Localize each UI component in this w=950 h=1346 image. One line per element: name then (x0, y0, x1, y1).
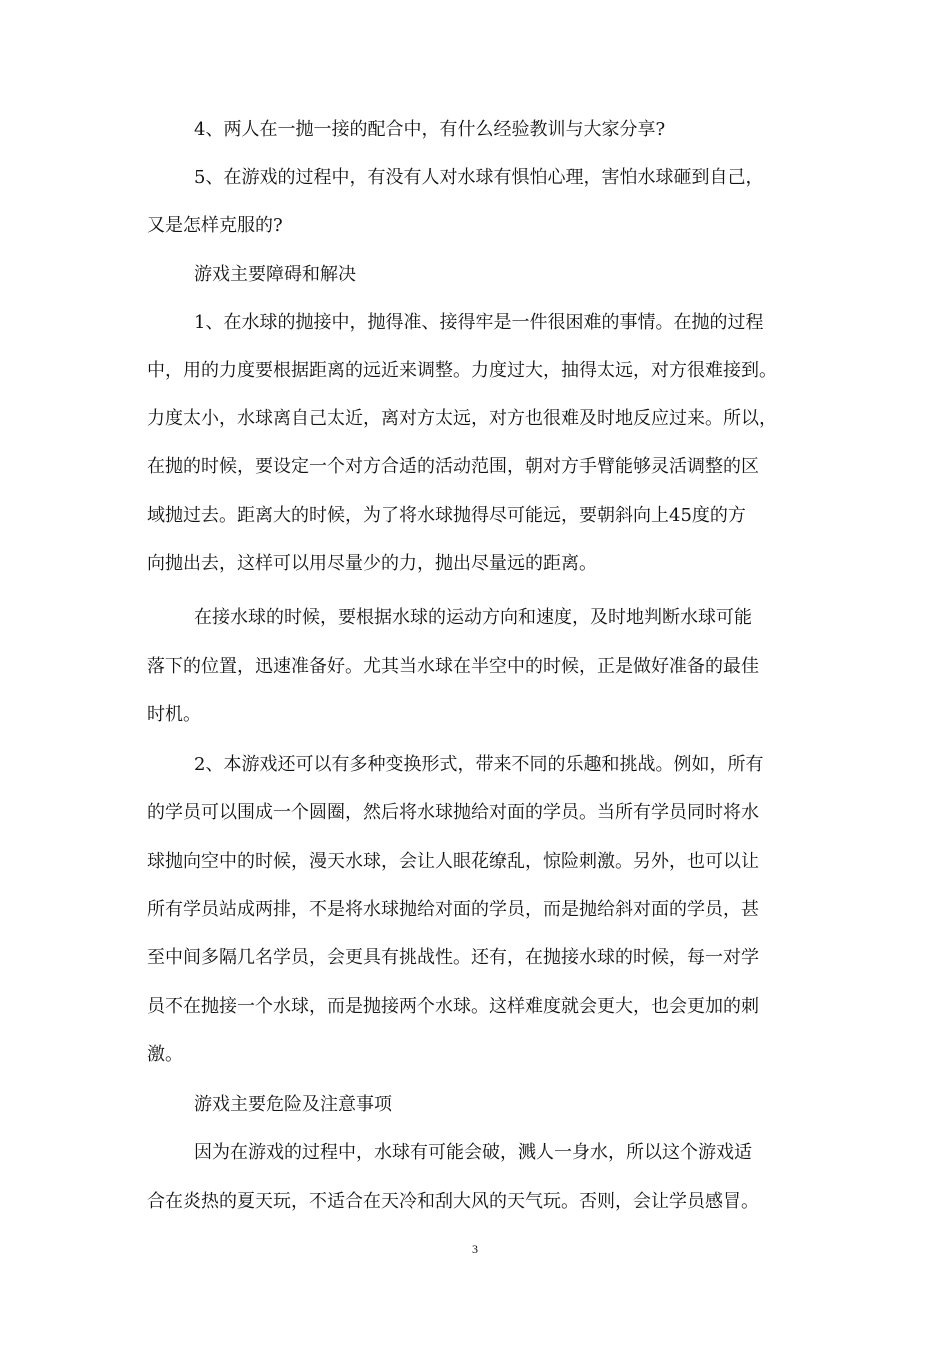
paragraph-line: 落下的位置，迅速准备好。尤其当水球在半空中的时候，正是做好准备的最佳 (147, 656, 759, 677)
paragraph-line: 域抛过去。距离大的时候，为了将水球抛得尽可能远，要朝斜向上45度的方 (147, 505, 746, 526)
paragraph-line: 球抛向空中的时候，漫天水球，会让人眼花缭乱，惊险刺激。另外，也可以让 (147, 851, 759, 872)
paragraph-line: 员不在抛接一个水球，而是抛接两个水球。这样难度就会更大，也会更加的刺 (147, 996, 759, 1017)
section-heading-hazards: 游戏主要危险及注意事项 (194, 1094, 392, 1115)
paragraph-line: 2、本游戏还可以有多种变换形式，带来不同的乐趣和挑战。例如，所有 (194, 754, 764, 775)
paragraph-line: 1、在水球的抛接中，抛得准、接得牢是一件很困难的事情。在抛的过程 (194, 312, 764, 333)
paragraph-line: 所有学员站成两排，不是将水球抛给对面的学员，而是抛给斜对面的学员，甚 (147, 899, 759, 920)
paragraph-line: 激。 (147, 1044, 183, 1065)
paragraph-line: 在抛的时候，要设定一个对方合适的活动范围，朝对方手臂能够灵活调整的区 (147, 456, 759, 477)
section-heading-obstacles: 游戏主要障碍和解决 (194, 264, 356, 285)
paragraph-line: 合在炎热的夏天玩，不适合在天冷和刮大风的天气玩。否则，会让学员感冒。 (147, 1191, 759, 1212)
paragraph-line: 中，用的力度要根据距离的远近来调整。力度过大，抽得太远，对方很难接到。 (147, 360, 777, 381)
paragraph-line: 在接水球的时候，要根据水球的运动方向和速度，及时地判断水球可能 (194, 607, 752, 628)
question-5-line-2: 又是怎样克服的? (147, 215, 283, 236)
question-4: 4、两人在一抛一接的配合中，有什么经验教训与大家分享? (194, 119, 666, 140)
paragraph-line: 力度太小，水球离自己太近，离对方太远，对方也很难及时地反应过来。所以， (147, 408, 777, 429)
question-5-line-1: 5、在游戏的过程中，有没有人对水球有惧怕心理，害怕水球砸到自己， (194, 167, 764, 188)
paragraph-line: 的学员可以围成一个圆圈，然后将水球抛给对面的学员。当所有学员同时将水 (147, 802, 759, 823)
paragraph-line: 因为在游戏的过程中，水球有可能会破，溅人一身水，所以这个游戏适 (194, 1142, 752, 1163)
paragraph-line: 时机。 (147, 704, 201, 725)
page-number: 3 (472, 1242, 478, 1256)
paragraph-line: 至中间多隔几名学员，会更具有挑战性。还有，在抛接水球的时候，每一对学 (147, 947, 759, 968)
paragraph-line: 向抛出去，这样可以用尽量少的力，抛出尽量远的距离。 (147, 553, 597, 574)
